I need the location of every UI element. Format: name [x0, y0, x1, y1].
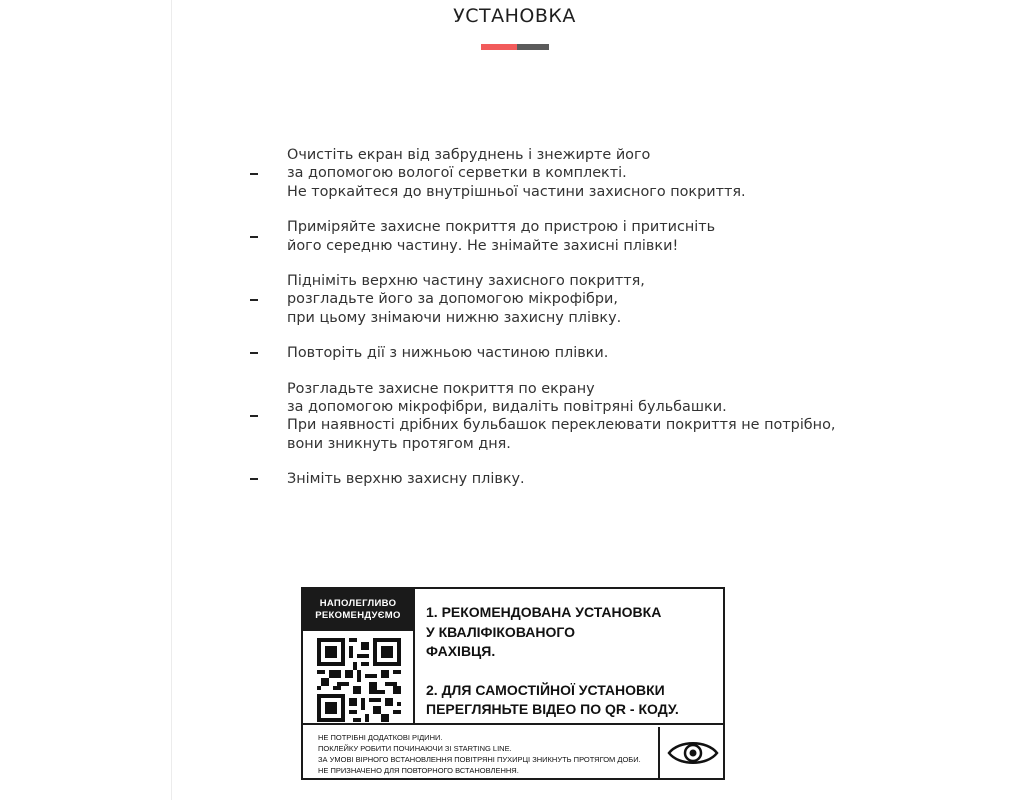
title-underline [481, 44, 549, 50]
step-text-line: за допомогою вологої серветки в комплекті. [287, 165, 627, 182]
step-text-line: його середню частину. Не знімайте захисні плівки! [287, 237, 679, 254]
badge-line: НАПОЛЕГЛИВО [319, 598, 397, 609]
badge-line: РЕКОМЕНДУЄМО [315, 610, 401, 621]
note-line: НЕ ПОТРІБНІ ДОДАТКОВІ РІДИНИ. [318, 733, 443, 742]
step-text-line: Зніміть верхню захисну плівку. [287, 471, 525, 488]
step-text-line: за допомогою мікрофібри, видаліть повітряні бульбашки. [287, 399, 727, 416]
qr-code-icon[interactable] [317, 638, 401, 722]
instruction-label [301, 587, 725, 780]
step-text-line: Не торкайтеся до внутрішньої частини захисного покриття. [287, 183, 746, 200]
dash-marker-icon [250, 478, 258, 480]
label-spacer [426, 662, 716, 681]
note-line: ЗА УМОВІ ВІРНОГО ВСТАНОВЛЕННЯ ПОВІТРЯНІ ПУХИРЦІ ЗНИКНУТЬ ПРОТЯГОМ ДОБИ. [318, 755, 641, 764]
dash-marker-icon [250, 352, 258, 354]
label-text-line: ПЕРЕГЛЯНЬТЕ ВІДЕО ПО QR - КОДУ. [426, 701, 679, 717]
label-text-line: ФАХІВЦЯ. [426, 643, 496, 659]
step-item [250, 218, 890, 255]
left-divider [171, 0, 172, 800]
step-text-line: Приміряйте захисне покриття до пристрою і притисніть [287, 219, 716, 236]
label-recommendations [426, 603, 716, 720]
dash-marker-icon [250, 299, 258, 301]
dash-marker-icon [250, 415, 258, 417]
step-item [250, 146, 890, 201]
step-item [250, 344, 890, 362]
step-text-line: Очистіть екран від забруднень і знежирте його [287, 147, 651, 163]
step-text-line: вони зникнуть протягом дня. [287, 435, 511, 452]
label-text-line: 1. РЕКОМЕНДОВАНА УСТАНОВКА [426, 604, 662, 620]
label-text-line: У КВАЛІФІКОВАНОГО [426, 623, 575, 640]
step-item [250, 470, 890, 488]
note-line: НЕ ПРИЗНАЧЕНО ДЛЯ ПОВТОРНОГО ВСТАНОВЛЕННЯ. [318, 766, 519, 775]
recommend-badge [303, 589, 413, 631]
underline-grey-segment [517, 44, 549, 50]
label-bottom-section [303, 727, 723, 778]
dash-marker-icon [250, 173, 258, 175]
underline-red-segment [481, 44, 517, 50]
eye-icon [667, 739, 719, 767]
eye-divider [658, 727, 660, 778]
step-item [250, 380, 890, 454]
installation-steps [250, 146, 890, 506]
step-text-line: розгладьте його за допомогою мікрофібри, [287, 291, 618, 308]
label-top-section [303, 589, 723, 725]
note-line: ПОКЛЕЙКУ РОБИТИ ПОЧИНАЮЧИ ЗІ STARTING LINE. [318, 744, 512, 753]
step-text-line: Повторіть дії з нижньою частиною плівки. [287, 345, 609, 362]
step-text-line: Розгладьте захисне покриття по екрану [287, 380, 595, 397]
label-notes [318, 732, 641, 776]
page-title: УСТАНОВКА [453, 5, 576, 27]
dash-marker-icon [250, 236, 258, 238]
step-text-line: При наявності дрібних бульбашок переклеювати покриття не потрібно, [287, 417, 836, 434]
label-text-line: 2. ДЛЯ САМОСТІЙНОЇ УСТАНОВКИ [426, 681, 665, 698]
step-text-line: Підніміть верхню частину захисного покриття, [287, 273, 645, 290]
step-item [250, 272, 890, 327]
step-text-line: при цьому знімаючи нижню захисну плівку. [287, 309, 622, 326]
qr-column [303, 589, 415, 723]
